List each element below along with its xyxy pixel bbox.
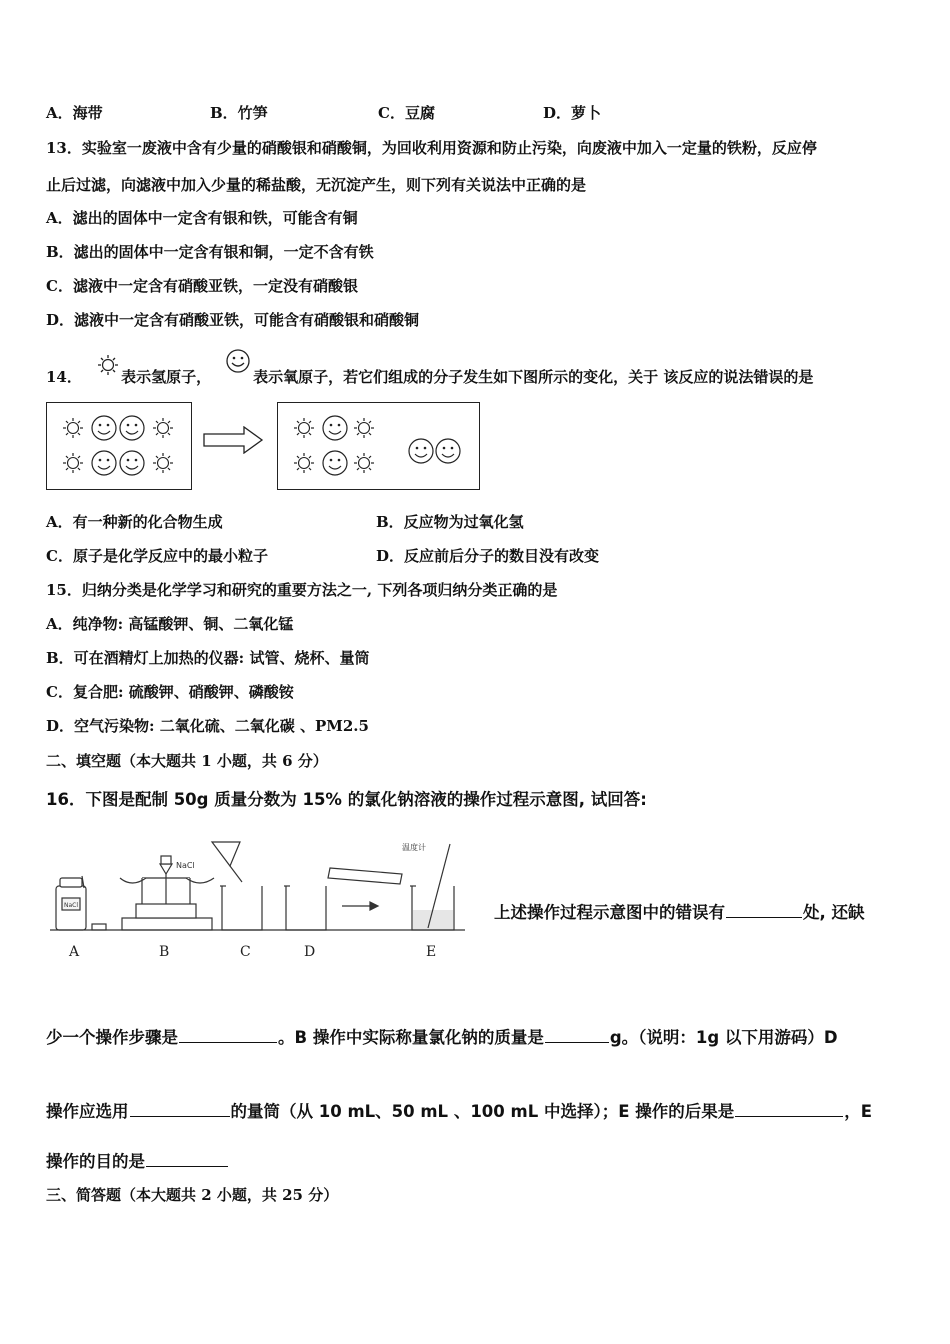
blank-e-consequence[interactable] [735, 1102, 843, 1117]
reactant-molecules [47, 403, 191, 489]
q15-option-b: B．可在酒精灯上加热的仪器: 试管、烧杯、量筒 [46, 649, 370, 667]
q12-option-b: B．竹笋 [210, 104, 268, 122]
blank-missing-step[interactable] [179, 1028, 277, 1043]
reaction-before-box [46, 402, 192, 490]
q12-option-d: D．萝卜 [543, 104, 602, 122]
q13-option-c: C．滤液中一定含有硝酸亚铁，一定没有硝酸银 [46, 277, 358, 295]
blank-error-count[interactable] [726, 903, 802, 918]
q16-line2 [46, 1024, 838, 1048]
section2-heading: 二、填空题（本大题共 1 小题，共 6 分） [46, 752, 328, 770]
q16-line3 [46, 1098, 872, 1122]
q15-stem: 15．归纳分类是化学学习和研究的重要方法之一, 下列各项归纳分类正确的是 [46, 581, 558, 599]
figure-label-a: A [69, 944, 80, 960]
q16-t2a: 少一个操作步骤是 [46, 1028, 178, 1047]
q15-option-d: D．空气污染物: 二氧化硫、二氧化碳 、PM2.5 [46, 717, 369, 735]
figure-label-d: D [304, 944, 316, 960]
beaker-e-icon [410, 844, 454, 930]
oxygen-atom-icon [223, 348, 253, 374]
figure-label-e: E [426, 944, 437, 960]
beaker-c-icon [212, 842, 262, 930]
arrow-icon [342, 902, 378, 910]
blank-e-purpose[interactable] [146, 1152, 228, 1167]
q13-option-d: D．滤液中一定含有硝酸亚铁，可能含有硝酸银和硝酸铜 [46, 311, 420, 329]
q16-t3c: ，E [844, 1102, 872, 1121]
q14-option-a: A．有一种新的化合物生成 [46, 513, 223, 531]
q12-option-a: A．海带 [46, 104, 103, 122]
q16-t1b: 处, 还缺 [803, 903, 865, 922]
solution-prep-figure [50, 838, 470, 938]
q13-stem-line1: 13．实验室一废液中含有少量的硝酸银和硝酸铜，为回收利用资源和防止污染，向废液中加入一定量的铁粉，反应停 [46, 139, 817, 157]
figure-nacl-label: NaCl [176, 861, 195, 870]
q12-option-c: C．豆腐 [378, 104, 435, 122]
q14-stem [46, 356, 813, 387]
figure-thermometer-label: 温度计 [402, 843, 426, 852]
figure-label-b: B [159, 944, 170, 960]
q16-t4a: 操作的目的是 [46, 1152, 145, 1171]
q16-stem: 16．下图是配制 50g 质量分数为 15% 的氯化钠溶液的操作过程示意图, 试回答: [46, 790, 647, 809]
beaker-d-icon [284, 886, 326, 930]
graduated-cylinder-icon [328, 868, 402, 884]
q13-option-a: A．滤出的固体中一定含有银和铁，可能含有铜 [46, 209, 358, 227]
q16-t2c: g。（说明：1g 以下用游码）D [609, 1028, 838, 1047]
q13-option-b: B．滤出的固体中一定含有银和铜，一定不含有铁 [46, 243, 374, 261]
q13-stem-line2: 止后过滤，向滤液中加入少量的稀盐酸，无沉淀产生，则下列有关说法中正确的是 [46, 176, 587, 194]
q14-part2: 表示氧原子，若它们组成的分子发生如下图所示的变化，关于 该反应的说法错误的是 [253, 368, 814, 386]
q16-t2b: 。B 操作中实际称量氯化钠的质量是 [278, 1028, 544, 1047]
q16-t1a: 上述操作过程示意图中的错误有 [494, 903, 725, 922]
q14-option-c: C．原子是化学反应中的最小粒子 [46, 547, 268, 565]
q14-part1: 表示氢原子， [121, 368, 212, 386]
q16-t3a: 操作应选用 [46, 1102, 129, 1121]
q15-option-a: A．纯净物: 高锰酸钾、铜、二氧化锰 [46, 615, 294, 633]
q14-option-b: B．反应物为过氧化氢 [376, 513, 524, 531]
blank-nacl-mass[interactable] [545, 1028, 609, 1043]
q14-option-d: D．反应前后分子的数目没有改变 [376, 547, 600, 565]
product-molecules [278, 403, 479, 489]
figure-label-c: C [240, 944, 251, 960]
blank-cylinder-size[interactable] [130, 1102, 230, 1117]
q16-line4 [46, 1148, 229, 1172]
reagent-bottle-icon [56, 876, 106, 930]
section3-heading: 三、简答题（本大题共 2 小题，共 25 分） [46, 1186, 339, 1204]
q14-number: 14． [46, 368, 82, 386]
q16-line1 [494, 899, 865, 923]
hydrogen-atom-icon [95, 354, 121, 376]
balance-scale-icon [120, 856, 214, 930]
q16-t3b: 的量筒（从 10 mL、50 mL 、100 mL 中选择）；E 操作的后果是 [230, 1102, 735, 1121]
q15-option-c: C．复合肥: 硫酸钾、硝酸钾、磷酸铵 [46, 683, 294, 701]
reaction-after-box [277, 402, 480, 490]
reaction-arrow-icon [202, 426, 264, 454]
svg-text:NaCl: NaCl [64, 902, 79, 909]
